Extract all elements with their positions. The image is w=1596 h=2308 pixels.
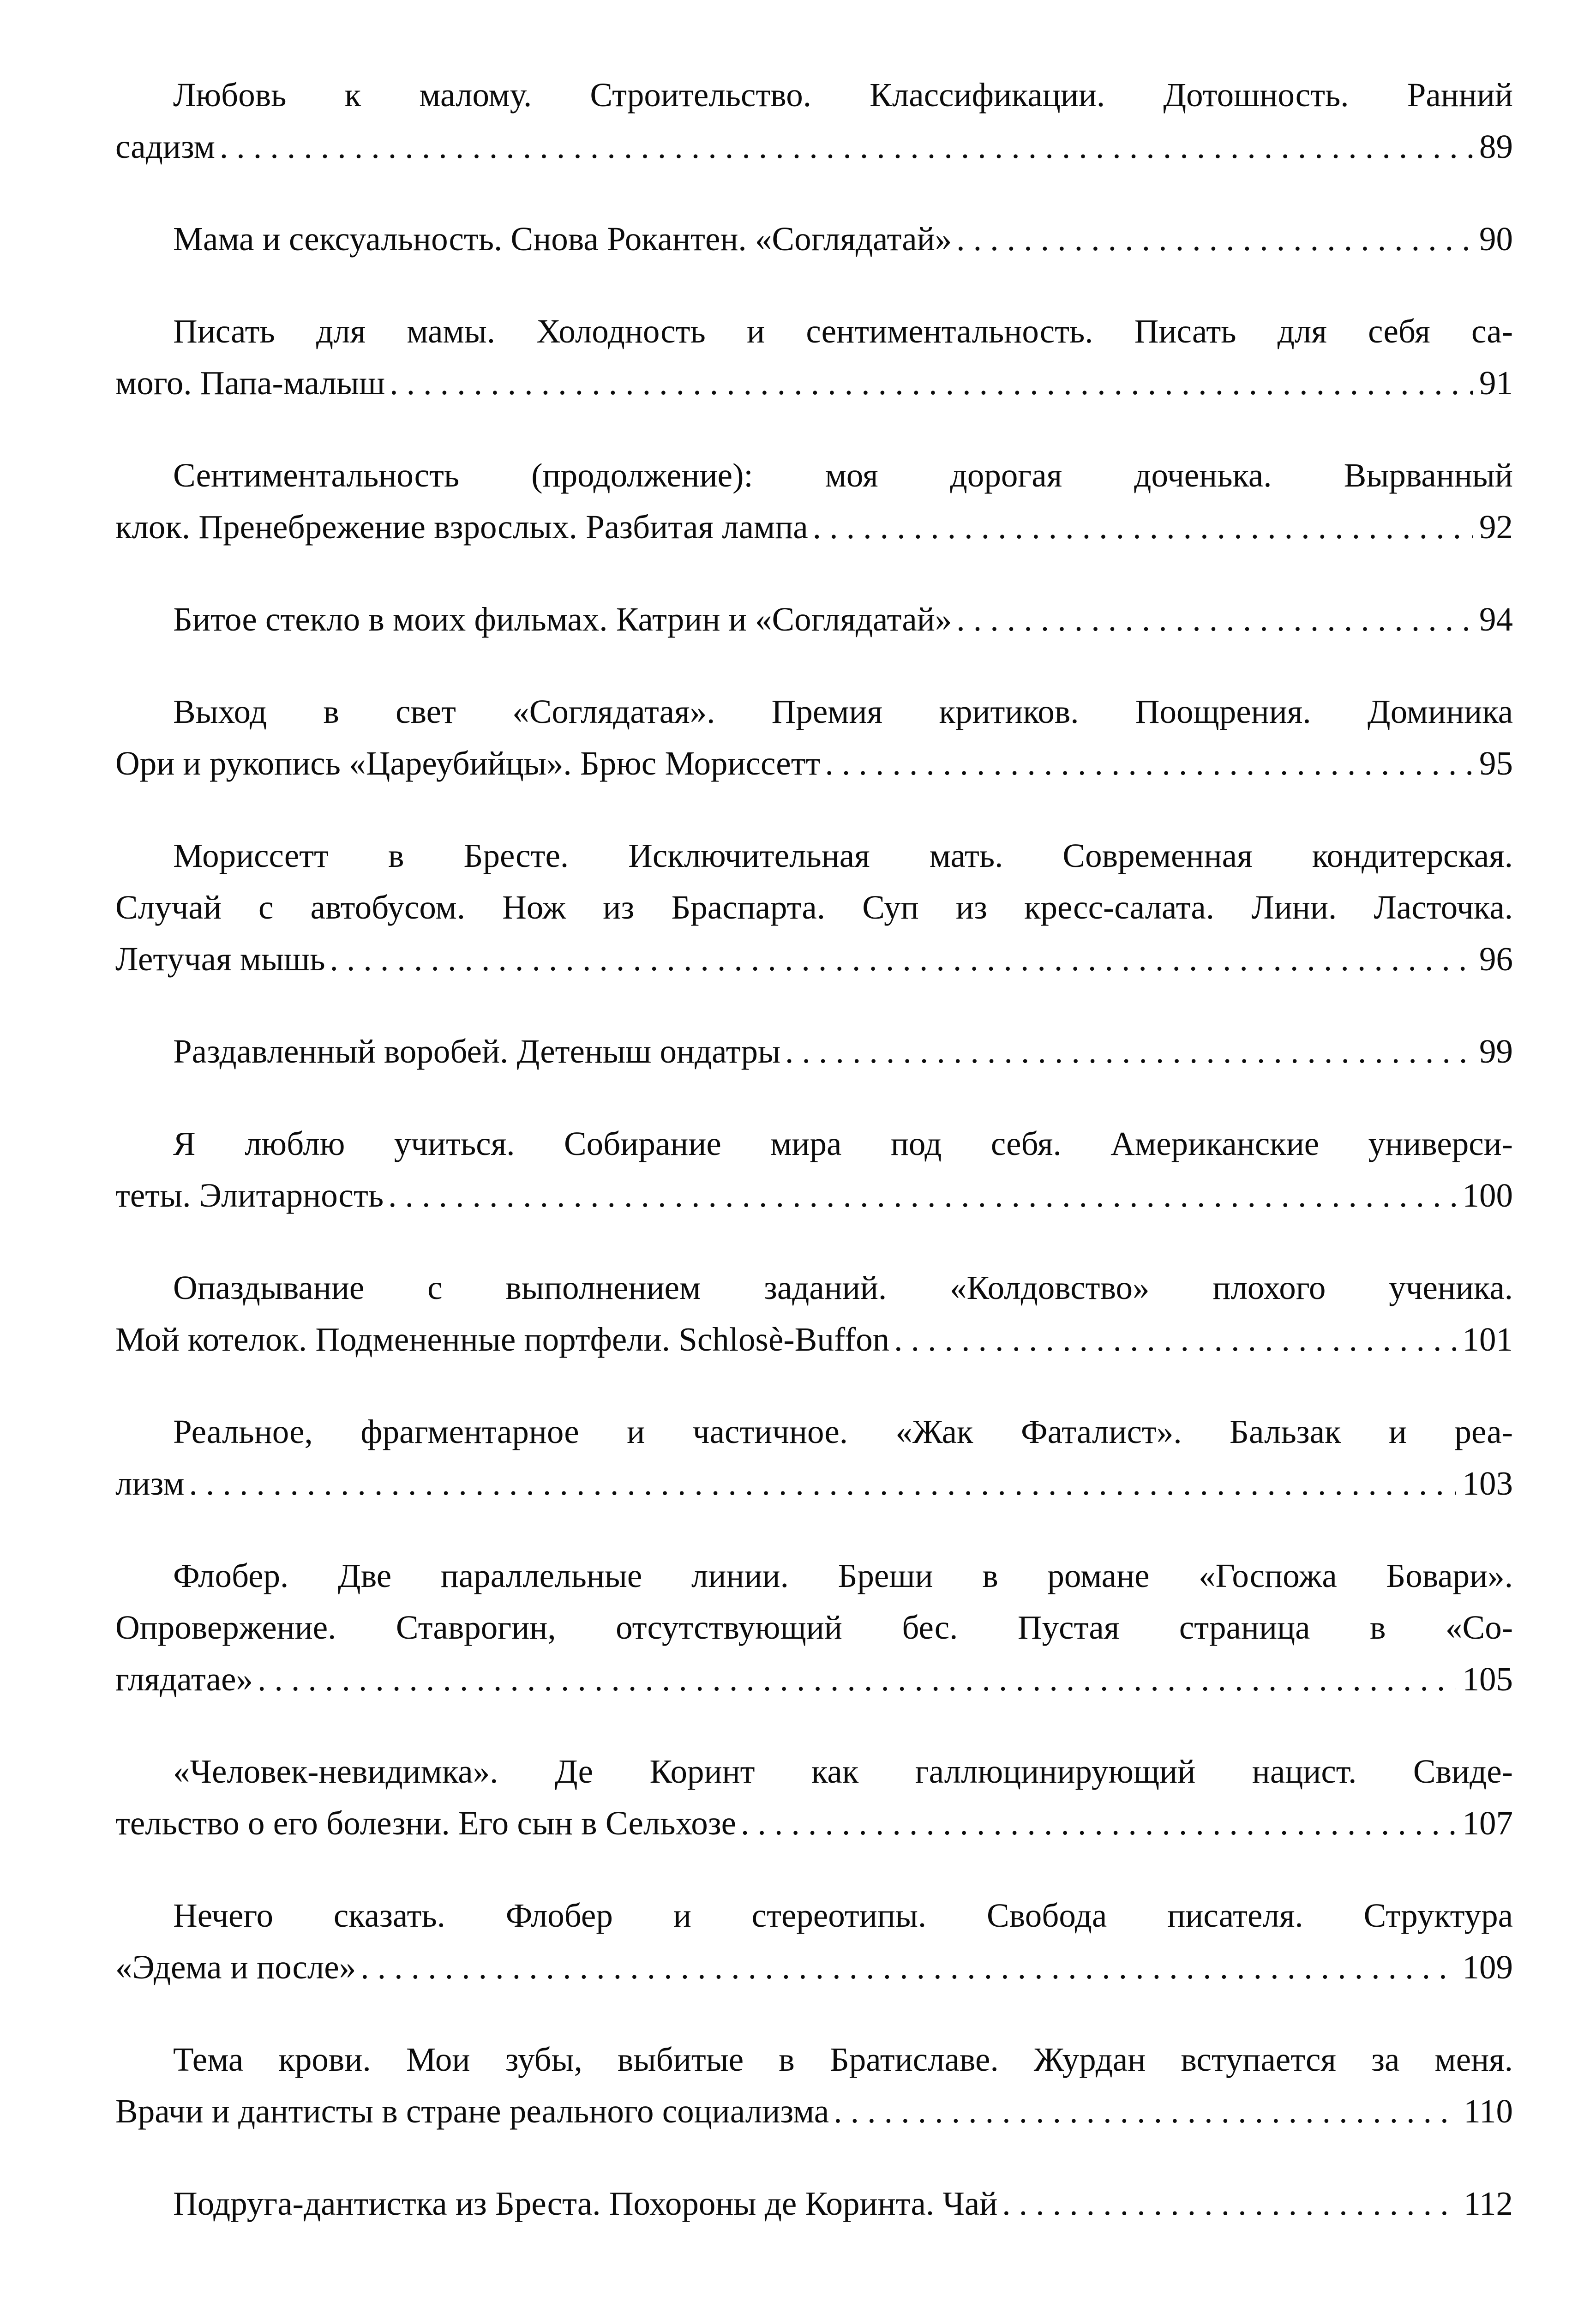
toc-entry-title: теты. Элитарность (115, 1177, 384, 1214)
toc-entry[interactable] (115, 1890, 1513, 1993)
toc-entry-title: лизм (115, 1465, 185, 1502)
toc-entry[interactable] (115, 686, 1513, 789)
dot-leader (894, 1314, 1456, 1365)
page-number: 99 (1479, 1033, 1513, 1070)
toc-entry-line: Флобер. Две параллельные линии. Бреши в романе «Госпожа Бовари». (173, 1557, 1513, 1594)
toc-entry-line: Мориссетт в Бресте. Исключительная мать. Современная кондитерская. (173, 837, 1513, 874)
page-number: 90 (1479, 220, 1513, 258)
page-number: 91 (1479, 364, 1513, 402)
toc-entry-final-line (115, 2178, 1513, 2230)
toc-entry-title: Врачи и дантисты в стране реального социализма (115, 2092, 829, 2130)
toc-entry[interactable] (115, 69, 1513, 173)
toc-entry-final-line (115, 121, 1513, 173)
page-number: 109 (1462, 1948, 1513, 1986)
page-number: 103 (1462, 1465, 1513, 1502)
dot-leader (813, 501, 1473, 553)
dot-leader (330, 933, 1473, 985)
toc-entry-line: «Человек-невидимка». Де Коринт как галлюцинирующий нацист. Свиде- (173, 1753, 1513, 1790)
toc-entry[interactable] (115, 213, 1513, 265)
toc-entry-final-line (115, 501, 1513, 553)
dot-leader (258, 1653, 1456, 1705)
dot-leader (825, 738, 1473, 789)
toc-entry-title: тельство о его болезни. Его сын в Сельхозе (115, 1804, 737, 1842)
toc-entry-title: садизм (115, 128, 215, 165)
toc-entry[interactable] (115, 1262, 1513, 1365)
page-number: 107 (1462, 1804, 1513, 1842)
dot-leader (390, 357, 1473, 409)
page-number: 100 (1462, 1177, 1513, 1214)
toc-entry-title: Летучая мышь (115, 940, 325, 978)
toc-entry-title: Подруга-дантистка из Бреста. Похороны де Коринта. Чай (173, 2185, 998, 2222)
toc-entry-line: Выход в свет «Соглядатая». Премия критиков. Поощрения. Доминика (173, 693, 1513, 730)
toc-entry[interactable] (115, 2034, 1513, 2137)
toc-entry-line: Нечего сказать. Флобер и стереотипы. Свобода писателя. Структура (173, 1897, 1513, 1934)
toc-entry-title: «Эдема и после» (115, 1948, 356, 1986)
table-of-contents (115, 69, 1513, 2270)
toc-entry-final-line (115, 1026, 1513, 1077)
toc-entry-line: Я люблю учиться. Собирание мира под себя. Американские универси- (173, 1125, 1513, 1162)
toc-entry[interactable] (115, 1118, 1513, 1221)
page-number: 110 (1464, 2092, 1513, 2130)
toc-entry[interactable] (115, 450, 1513, 553)
dot-leader (956, 213, 1473, 265)
page-number: 95 (1479, 745, 1513, 782)
dot-leader (956, 594, 1473, 645)
toc-entry-line: Тема крови. Мои зубы, выбитые в Братиславе. Журдан вступается за меня. (173, 2041, 1513, 2078)
toc-entry-final-line (115, 1458, 1513, 1509)
toc-entry-final-line (115, 1797, 1513, 1849)
page-number: 105 (1462, 1660, 1513, 1698)
toc-entry[interactable] (115, 1406, 1513, 1509)
page-number: 94 (1479, 601, 1513, 638)
toc-entry-final-line (115, 594, 1513, 645)
toc-entry-final-line (115, 1941, 1513, 1993)
toc-entry-line: Реальное, фрагментарное и частичное. «Жак Фаталист». Бальзак и реа- (173, 1413, 1513, 1450)
toc-entry-title: Мой котелок. Подмененные портфели. Schlosè-Buffon (115, 1321, 890, 1358)
dot-leader (785, 1026, 1473, 1077)
toc-entry-final-line (115, 738, 1513, 789)
page-number: 101 (1462, 1321, 1513, 1358)
toc-entry[interactable] (115, 1550, 1513, 1705)
dot-leader (189, 1458, 1456, 1509)
toc-entry-line: Любовь к малому. Строительство. Классификации. Дотошность. Ранний (173, 76, 1513, 114)
toc-entry-title: Битое стекло в моих фильмах. Катрин и «Соглядатай» (173, 601, 952, 638)
dot-leader (741, 1797, 1456, 1849)
toc-entry-line: Опровержение. Ставрогин, отсутствующий бес. Пустая страница в «Со- (115, 1609, 1513, 1646)
page-number: 89 (1479, 128, 1513, 165)
toc-entry-line: Случай с автобусом. Нож из Браспарта. Суп из кресс-салата. Лини. Ласточка. (115, 889, 1513, 926)
toc-entry[interactable] (115, 594, 1513, 645)
toc-entry[interactable] (115, 1746, 1513, 1849)
toc-entry-final-line (115, 1170, 1513, 1221)
dot-leader (388, 1170, 1456, 1221)
toc-entry-title: Ори и рукопись «Цареубийцы». Брюс Мориссетт (115, 745, 821, 782)
toc-entry[interactable] (115, 830, 1513, 985)
toc-entry-line: Писать для мамы. Холодность и сентиментальность. Писать для себя са- (173, 313, 1513, 350)
toc-entry-title: Раздавленный воробей. Детеныш ондатры (173, 1033, 781, 1070)
toc-entry[interactable] (115, 306, 1513, 409)
toc-entry-title: клок. Пренебрежение взрослых. Разбитая лампа (115, 508, 808, 546)
page-number: 96 (1479, 940, 1513, 978)
toc-entry-title: глядатае» (115, 1660, 253, 1698)
toc-entry-final-line (115, 2086, 1513, 2137)
dot-leader (220, 121, 1473, 173)
toc-entry-final-line (115, 1653, 1513, 1705)
dot-leader (1002, 2178, 1457, 2230)
toc-entry-final-line (115, 213, 1513, 265)
toc-entry-line: Сентиментальность (продолжение): моя дорогая доченька. Вырванный (173, 457, 1513, 494)
toc-entry-line: Опаздывание с выполнением заданий. «Колдовство» плохого ученика. (173, 1269, 1513, 1306)
toc-entry-final-line (115, 933, 1513, 985)
toc-entry[interactable] (115, 1026, 1513, 1077)
page-number: 112 (1464, 2185, 1513, 2222)
toc-entry-title: Мама и сексуальность. Снова Рокантен. «Соглядатай» (173, 220, 952, 258)
toc-entry-final-line (115, 1314, 1513, 1365)
toc-entry-title: мого. Папа-малыш (115, 364, 385, 402)
dot-leader (360, 1941, 1456, 1993)
toc-entry[interactable] (115, 2178, 1513, 2230)
dot-leader (834, 2086, 1457, 2137)
page-number: 92 (1479, 508, 1513, 546)
toc-entry-final-line (115, 357, 1513, 409)
